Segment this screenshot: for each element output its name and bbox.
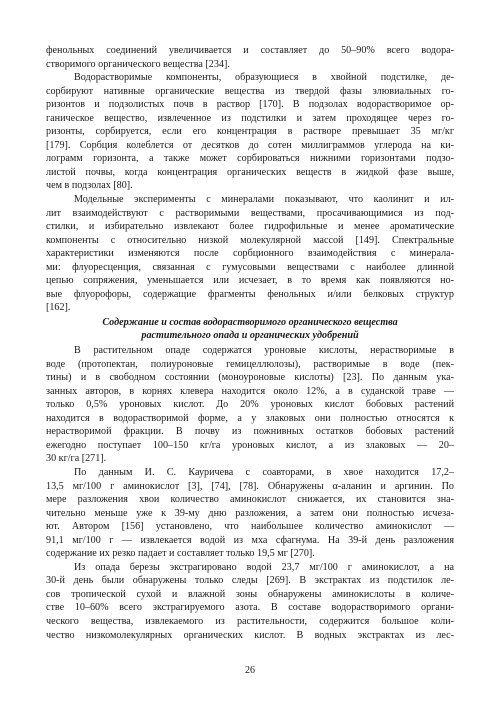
section-heading [46,316,454,343]
text-line: [162]. [46,302,71,314]
text-line: лит взаимодействуют с растворимыми веществами, просачивающимися из под- [46,207,454,219]
heading-line: Содержание и состав водорастворимого органического вещества [102,316,398,328]
text-line: стве 10–60% всего экстрагируемого азота. В составе водорастворимого органи- [46,602,454,614]
text-line: ют. Автором [156] установлено, что наибольшее количество аминокислот — [46,521,454,533]
heading-line: растительного опада и органических удобрений [141,330,359,342]
page-number: 26 [245,665,255,676]
text-line: [179]. Сорбция колеблется от десятков до сотен миллиграммов углерода на ки- [46,139,454,151]
text-line: вые флуорофоры, содержащие фрагменты фенольных и/или белковых структур [46,288,454,300]
text-line: находится в водорастворимой форме, а у злаковых они полностью относятся к [46,412,454,424]
text-line: ми: флуоресценция, связанная с гумусовыми веществами с наиболее длинной [46,261,454,273]
text-line: характеристики изменяются после сорбционного взаимодействия с минерала- [46,248,454,260]
text-line: Водорастворимые компоненты, образующиеся в хвойной подстилке, де- [74,72,454,84]
text-line: Из опада березы экстрагировано водой 23,7 мг/100 г аминокислот, а на [74,561,454,573]
text-line: чительно меньше уже к 39-му дню разложения, а затем они полностью исчеза- [46,507,454,519]
paragraph [46,44,454,71]
text-line: лограмм горизонта, а также может сорбироваться нижними горизонтами подзо- [46,153,454,165]
text-line: стилки, и избирательно извлекают более гидрофильные и менее ароматические [46,221,454,233]
text-line: 13,5 мг/100 г аминокислот [3], [74], [78]. Обнаружены α-аланин и аргинин. По [46,480,454,492]
text-line: ризонтов и подзолистых почв в раствор [170]. В подзолах водорастворимое ор- [46,99,454,111]
text-line: ческого вещества, извлекаемого из растительности, содержится большое коли- [46,615,454,627]
text-line: тины) и в свободном состоянии (моноуроновые кислоты) [23]. По данным ука- [46,372,454,384]
text-line: створимого органического вещества [234]. [46,58,230,70]
text-line: сов тропической сухой и влажной зоны обнаружены аминокислоты в количе- [46,588,454,600]
text-line: содержание их резко падает и составляет только 19,5 мг [270]. [46,548,315,560]
page-body [46,44,454,642]
text-line: 30-й день были обнаружены только следы [269]. В экстрактах из подстилок ле- [46,575,454,587]
text-line: фенольных соединений увеличивается и составляет до 50–90% всего водора- [46,45,454,56]
text-line: мере разложения хвои количество аминокислот снижается, их становится зна- [46,494,454,506]
paragraph [46,466,454,561]
text-line: Модельные эксперименты с минералами показывают, что каолинит и ил- [74,194,454,206]
text-line: чем в подзолах [80]. [46,180,133,192]
text-line: листой почвы, когда концентрация органических веществ в жидкой фазе выше, [46,166,454,178]
text-line: По данным И. С. Кауричева с соавторами, в хвое находится 17,2– [74,466,454,478]
text-line: чество низкомолекулярных органических кислот. В водных экстрактах из лес- [46,629,454,641]
text-line: ежегодно поступает 100–150 кг/га уроновых кислот, а из злаковых — 20– [46,439,454,451]
paragraph [46,561,454,642]
text-line: сорбируют нативные органические вещества из твердой фазы элювиальных го- [46,85,454,97]
text-line: ризонты, сорбируется, если его концентрация в растворе превышает 35 мг/кг [46,126,454,138]
text-line: 30 кг/га [271]. [46,453,107,465]
text-line: 91,1 мг/100 г — извлекается водой из мха сфагнума. На 39-й день разложения [46,534,454,546]
text-line: воде (протопектан, полиуроновые гемицеллюлозы), растворимые в воде (пек- [46,358,454,370]
text-line: компоненты с относительно низкой молекулярной массой [149]. Спектральные [46,234,454,246]
text-line: нерастворимой фракции. В почву из пожнивных остатков бобовых растений [46,426,454,438]
paragraph [46,193,454,315]
paragraph [46,71,454,193]
paragraph [46,344,454,466]
text-line: цепью сопряжения, уменьшается или исчезает, в то время как появляются но- [46,275,454,287]
text-line: только 0,5% уроновых кислот. До 20% уроновых кислот бобовых растений [46,399,454,411]
text-line: ганическое вещество, извлеченное из подстилки и затем проходящее через го- [46,112,454,124]
text-line: занных авторов, в корнях клевера находится около 12%, а в суданской траве — [46,385,454,397]
text-line: В растительном опаде содержатся уроновые кислоты, нерастворимые в [74,345,454,357]
